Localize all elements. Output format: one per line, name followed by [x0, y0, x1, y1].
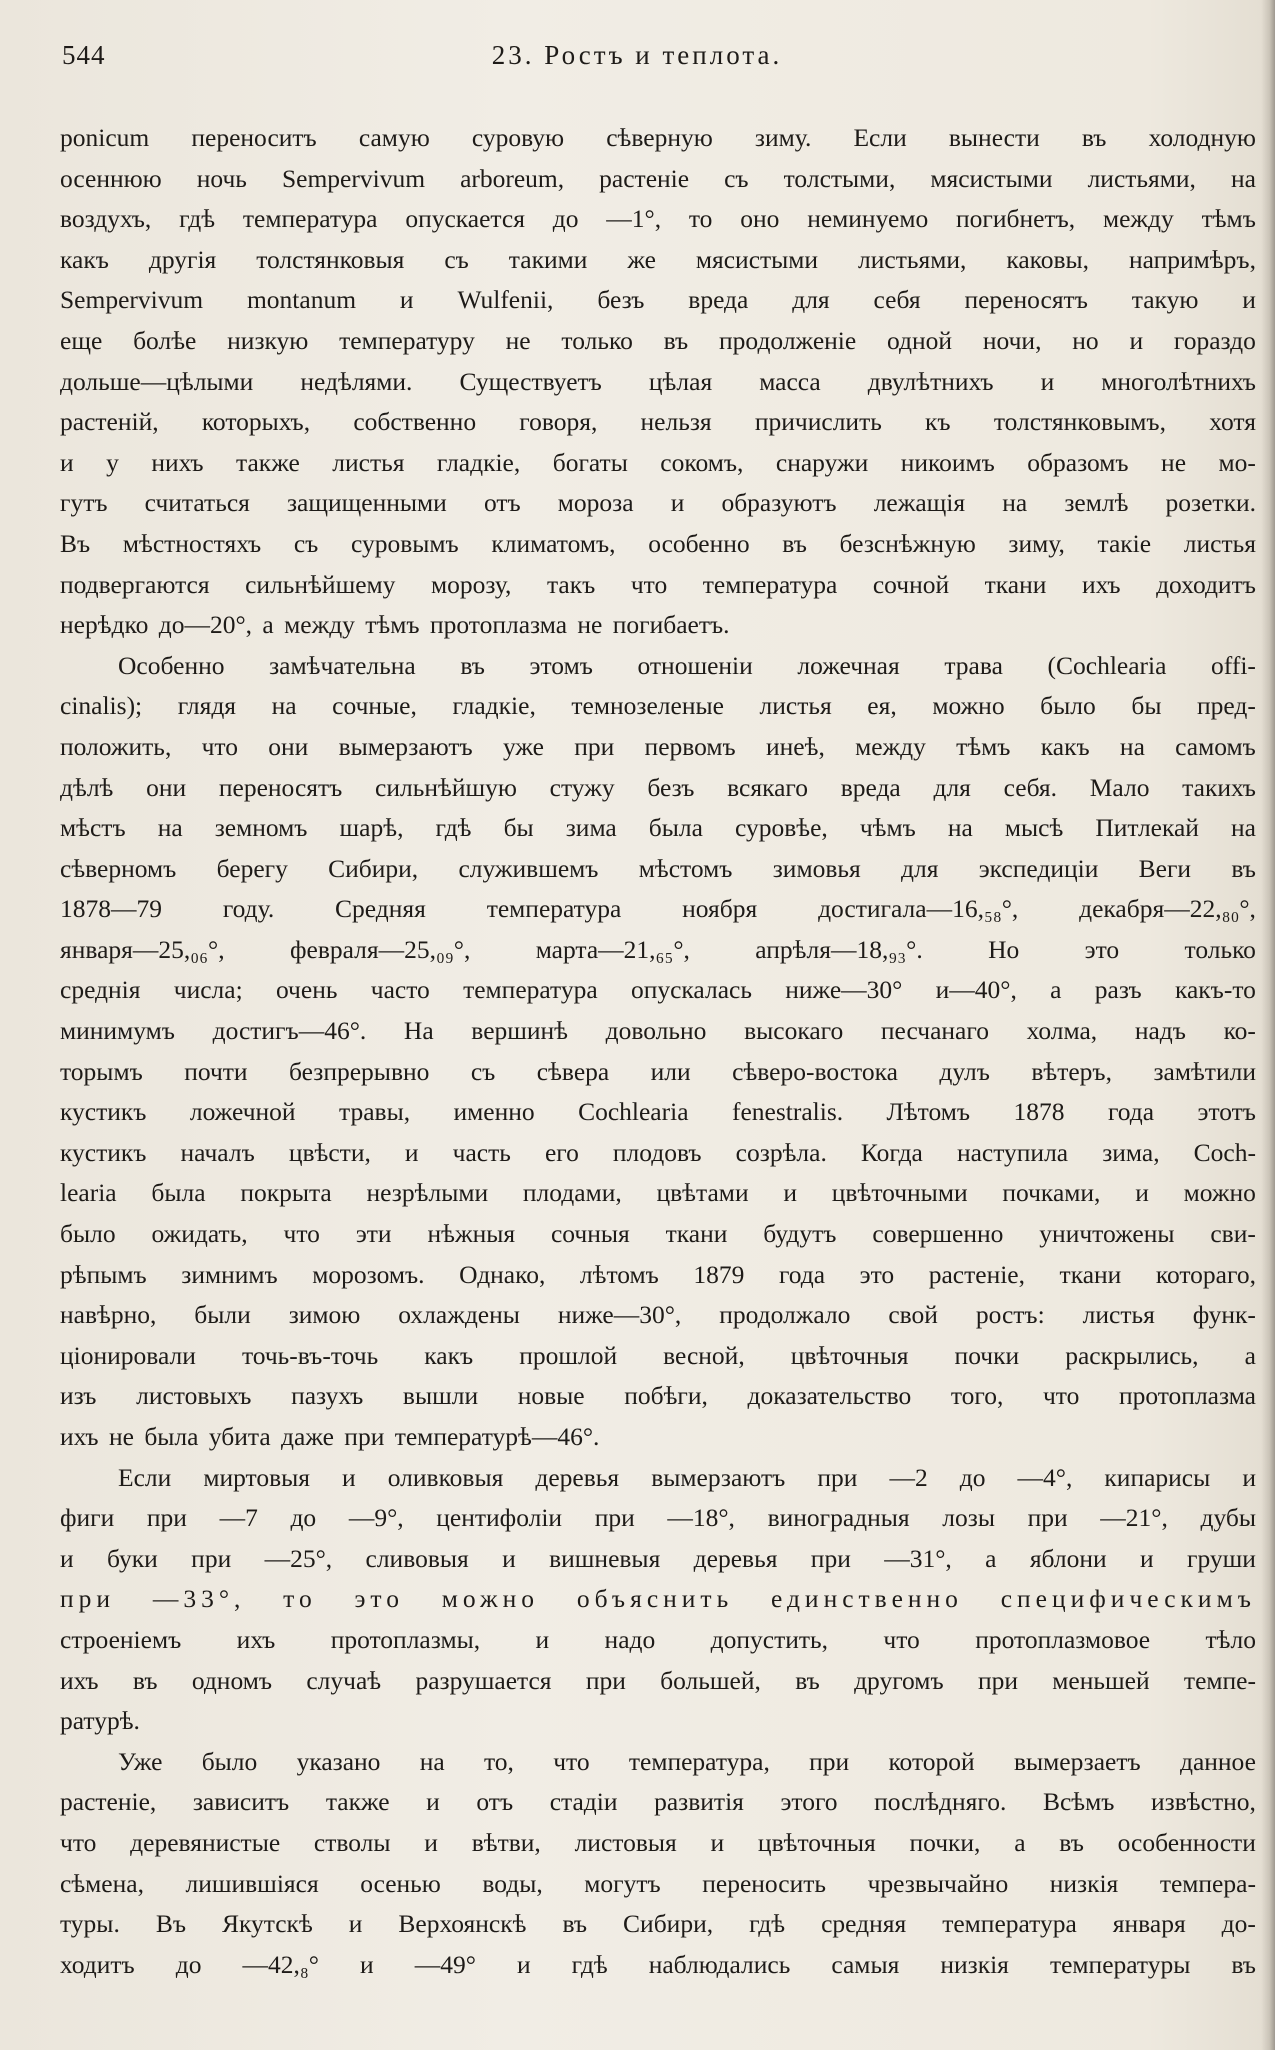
text-line: положить, что они вымерзаютъ уже при первомъ инеѣ, между тѣмъ какъ на самомъ [60, 731, 1256, 761]
page-number: 544 [62, 40, 106, 70]
text-line: Sempervivum montanum и Wulfenii, безъ вреда для себя переносятъ такую и [60, 285, 1256, 315]
page-header [62, 40, 1212, 80]
text-line: кустикъ ложечной травы, именно Cochlearia fenestralis. Лѣтомъ 1878 года этотъ [60, 1097, 1256, 1127]
text-line: строеніемъ ихъ протоплазмы, и надо допустить, что протоплазмовое тѣло [60, 1624, 1256, 1654]
text-line: подвергаются сильнѣйшему морозу, такъ что температура сочной ткани ихъ доходитъ [60, 569, 1256, 599]
text-line: января—25,₀₆°, февраля—25,₀₉°, марта—21,₆₅°, апрѣля—18,₉₃°. Но это только [60, 934, 1256, 964]
text-line: какъ другія толстянковыя съ такими же мясистыми листьями, каковы, напримѣръ, [60, 244, 1256, 274]
text-line: фиги при —7 до —9°, центифоліи при —18°, виноградныя лозы при —21°, дубы [60, 1503, 1256, 1533]
text-line: минимумъ достигъ—46°. На вершинѣ довольно высокаго песчанаго холма, надъ ко- [60, 1016, 1256, 1046]
text-line: туры. Въ Якутскѣ и Верхоянскѣ въ Сибири, гдѣ средняя температура января до- [60, 1909, 1256, 1939]
text-line: торымъ почти безпрерывно съ сѣвера или сѣверо-востока дулъ вѣтеръ, замѣтили [60, 1056, 1256, 1086]
text-line: learia была покрыта незрѣлыми плодами, цвѣтами и цвѣточными почками, и можно [60, 1178, 1256, 1208]
text-line: Если миртовыя и оливковыя деревья вымерзаютъ при —2 до —4°, кипарисы и [118, 1462, 1256, 1492]
text-line: мѣстъ на земномъ шарѣ, гдѣ бы зима была суровѣе, чѣмъ на мысѣ Питлекай на [60, 813, 1256, 843]
text-line: рѣпымъ зимнимъ морозомъ. Однако, лѣтомъ 1879 года это растеніе, ткани котораго, [60, 1259, 1256, 1289]
text-line: растеніе, зависитъ также и отъ стадіи развитія этого послѣдняго. Всѣмъ извѣстно, [60, 1787, 1256, 1817]
text-line: ратурѣ. [60, 1706, 140, 1736]
text-line: навѣрно, были зимою охлаждены ниже—30°, продолжало свой ростъ: листья функ- [60, 1300, 1256, 1330]
text-line: сѣверномъ берегу Сибири, служившемъ мѣстомъ зимовья для экспедиціи Веги въ [60, 853, 1256, 883]
text-line: ихъ въ одномъ случаѣ разрушается при большей, въ другомъ при меньшей темпе- [60, 1665, 1256, 1695]
text-line: изъ листовыхъ пазухъ вышли новые побѣги, доказательство того, что протоплазма [60, 1381, 1256, 1411]
running-title: 23. Ростъ и теплота. [491, 40, 783, 70]
text-line: ихъ не была убита даже при температурѣ—46°. [60, 1422, 600, 1451]
text-line: дѣлѣ они переносятъ сильнѣйшую стужу безъ всякаго вреда для себя. Мало такихъ [60, 772, 1256, 802]
text-line: и буки при —25°, сливовыя и вишневыя деревья при —31°, а яблони и груши [60, 1543, 1256, 1573]
text-line: 1878—79 году. Средняя температура ноября достигала—16,₅₈°, декабря—22,₈₀°, [60, 894, 1256, 924]
text-line: при —33°, то это можно объяснить единственно специфическимъ [60, 1584, 1256, 1614]
body-text [60, 118, 1256, 1985]
text-line: гутъ считаться защищенными отъ мороза и образуютъ лежащія на землѣ розетки. [60, 488, 1256, 518]
text-line: еще болѣе низкую температуру не только въ продолженіе одной ночи, но и гораздо [60, 325, 1256, 355]
text-line: среднія числа; очень часто температура опускалась ниже—30° и—40°, а разъ какъ-то [60, 975, 1256, 1005]
text-line: ціонировали точь-въ-точь какъ прошлой весной, цвѣточныя почки раскрылись, а [60, 1340, 1256, 1370]
text-line: Особенно замѣчательна въ этомъ отношеніи ложечная трава (Cochlearia offi- [118, 650, 1256, 680]
text-line: осеннюю ночь Sempervivum arboreum, растеніе съ толстыми, мясистыми листьями, на [60, 163, 1256, 193]
text-line: дольше—цѣлыми недѣлями. Существуетъ цѣлая масса двулѣтнихъ и многолѣтнихъ [60, 366, 1256, 396]
text-line: нерѣдко до—20°, а между тѣмъ протоплазма не погибаетъ. [60, 610, 730, 640]
text-line: Уже было указано на то, что температура, при которой вымерзаетъ данное [118, 1746, 1256, 1776]
page-edge-shadow [1261, 0, 1275, 2050]
text-line: воздухъ, гдѣ температура опускается до —1°, то оно неминуемо погибнетъ, между тѣмъ [60, 204, 1256, 234]
text-line: кустикъ началъ цвѣсти, и часть его плодовъ созрѣла. Когда наступила зима, Coch- [60, 1137, 1256, 1167]
text-line: растеній, которыхъ, собственно говоря, нельзя причислить къ толстянковымъ, хотя [60, 407, 1256, 437]
text-line: ponicum переноситъ самую суровую сѣверную зиму. Если вынести въ холодную [60, 123, 1256, 152]
text-line: сѣмена, лишившіяся осенью воды, могутъ переносить чрезвычайно низкія темпера- [60, 1868, 1256, 1898]
text-line: было ожидать, что эти нѣжныя сочныя ткани будутъ совершенно уничтожены сви- [60, 1219, 1256, 1249]
text-line: cinalis); глядя на сочные, гладкіе, темнозеленые листья ея, можно было бы пред- [60, 691, 1256, 721]
text-line: ходитъ до —42,₈° и —49° и гдѣ наблюдались самыя низкія температуры въ [60, 1949, 1256, 1979]
text-line: и у нихъ также листья гладкіе, богаты сокомъ, снаружи никоимъ образомъ не мо- [60, 447, 1256, 477]
text-line: что деревянистые стволы и вѣтви, листовыя и цвѣточныя почки, а въ особенности [60, 1827, 1256, 1857]
text-line: Въ мѣстностяхъ съ суровымъ климатомъ, особенно въ безснѣжную зиму, такіе листья [60, 528, 1256, 558]
